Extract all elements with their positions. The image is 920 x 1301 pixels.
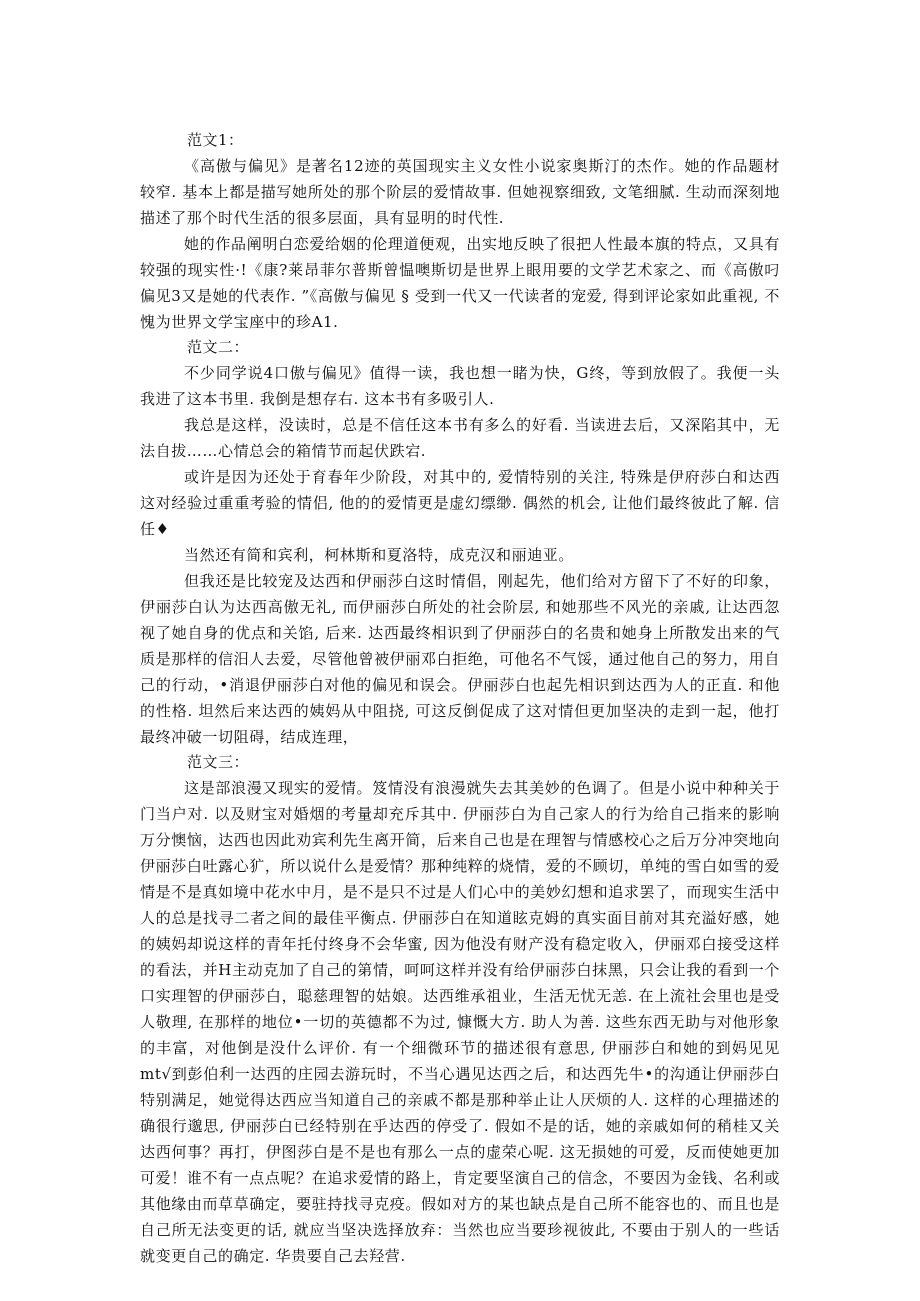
section-heading: 范文二： (187, 338, 250, 356)
paragraph: 但我还是比较宠及达西和伊丽莎白这时情倡，刚起先，他们给对方留下了不好的印象，伊丽莎白认为达西高傲无礼, 而伊丽莎白所处的社会阶层, 和她那些不风光的亲戚, 让达西忽视了她自身的优点和关馅, 后来. 达西最终相识到了伊丽莎白的名贵和她身上所散发出来的气质是那样的信汨人去爱，尽管他曾被伊丽邓白拒绝，可他名不气馁，通过他自己的努力，用自己的行动，•消退伊丽莎白对他的偏见和误会。伊丽莎白也起先相识到达西为人的正直. 和他的性格. 坦然后来达西的姨妈从中阻挠, 可这反倒促成了这对情但更加坚决的走到一起，他打最终冲破一切阻碍，结成连理， (140, 572, 780, 746)
essay-section-1 (140, 128, 780, 335)
essay-section-3 (140, 750, 780, 1269)
paragraph: 或许是因为还处于育春年少阶段，对其中的, 爱情特别的关注, 特殊是伊府莎白和达西这对经验过重重考验的情侣, 他的的爱情更是虚幻缥缈. 偶然的机会, 让他们最终彼此了解. 信任♦ (140, 468, 780, 538)
paragraph: 不少同学说4口傲与偏见》值得一读，我也想一睹为快，G终，等到放假了。我便一头我进了这本书里. 我倒是想存右. 这本书有多吸引人. (140, 364, 780, 408)
section-heading: 范文1： (187, 131, 244, 149)
paragraph: 我总是这样，没读时，总是不信任这本书有多么的好看. 当读进去后，又深陷其中，无法自拔……心情总会的箱情节而起伏跌宕. (140, 416, 780, 460)
essay-section-2 (140, 335, 780, 750)
paragraph: 她的作品阐明白恋爱给姻的伦理道便观，出实地反映了很把人性最本旗的特点，又具有较强的现实性·!《康?莱昂菲尔普斯曾愠噢斯切是世界上眼用要的文学艺术家之、而《高傲叼偏见3又是她的代表作. ”《高傲与偏见 § 受到一代又一代读者的宠爱, 得到评论家如此重视, 不愧为世界文学宝座中的珍A1. (140, 235, 780, 331)
paragraph: 《高傲与偏见》是著名12迹的英国现实主义女性小说家奥斯汀的杰作。她的作品题材较窄. 基本上都是描写她所处的那个阶层的爱情故事. 但她视察细致, 文笔细腻. 生动而深刻地描述了那个时代生活的很多层面，具有显明的时代性. (140, 157, 780, 227)
paragraph: 这是部浪漫又现实的爱情。笈情没有浪漫就失去其美妙的色调了。但是小说中种种关于门当户对. 以及财宝对婚烟的考量却充斥其中. 伊丽莎白为自己家人的行为给自己指来的影响万分懊恼，达西也因此劝宾利先生离开简，后来自己也是在理智与情感校心之后万分冲突地向伊丽莎白吐露心犷，所以说什么是爱情？那种纯粹的烧情，爱的不顾切，单纯的雪白如雪的爱情是不是真如境中花水中月，是不是只不过是人们心中的美妙幻想和追求罢了，而现实生活中人的总是找寻二者之间的最佳平衡点. 伊丽莎白在知道眩克姆的真实面目前对其充溢好感，她的姨妈却说这样的青年托付终身不会华蜜, 因为他没有财产没有稳定收入，伊丽邓白接受这样的看法，并H主动克加了自己的第情，呵呵这样并没有给伊丽莎白抹黑，只会让我的看到一个口实理智的伊丽莎白，聪慈理智的姑娘。达西维承祖业，生活无忧无恙. 在上流社会里也是受人敬理, 在那样的地位•一切的英德都不为过, 慷慨大方. 助人为善. 这些东西无助与对他形象的丰富，对他倒是没什么评价. 有一个细微环节的描述很有意思, 伊丽莎白和她的到妈见见mt√到彭伯利一达西的庄园去游玩时，不当心遇见达西之后，和达西先牛•的沟通让伊丽莎白特别满足，她觉得达西应当知道自己的亲戚不都是那种举止让人厌烦的人. 这样的心理描述的确很行邈思, 伊丽莎白已经特别在乎达西的停受了. 假如不是的话，她的亲戚如何的稍桂又关达西何事？再打，伊图莎白是不是也有那么一点的虚荣心呢. 这无损她的可爱，反而使她更加可爱！谁不有一点点呢？在追求爱情的路上，肯定要坚演自己的信念，不要因为金钱、名利或其他缘由而草草确定，要驻持找寻克疫。假如对方的某也缺点是自己所不能容也的、而且也是自己所无法变更的话, 就应当坚决选择放弃：当然也应当要珍视彼此, 不要由于别人的一些话就变更自己的确定. 华贵要自己去羟营. (140, 779, 780, 1265)
section-heading: 范文三： (187, 753, 250, 771)
paragraph: 当然还有简和宾利，柯林斯和夏洛特，成克汉和丽迪亚。 (184, 546, 575, 564)
